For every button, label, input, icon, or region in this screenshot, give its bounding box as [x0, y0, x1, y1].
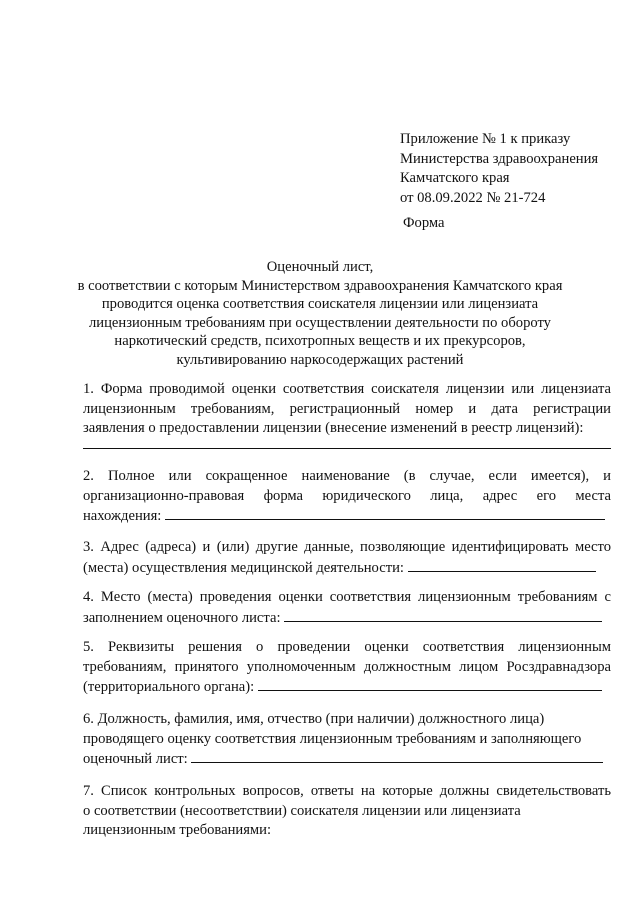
section-text: 7. Список контрольных вопросов, ответы на которые должны свидетельствовать [83, 783, 611, 799]
answer-line[interactable] [83, 448, 611, 449]
answer-line[interactable] [165, 506, 605, 520]
section-text: оценочный лист: [83, 751, 188, 768]
section-text: о соответствии (несоответствии) соискателя лицензии или лицензиата [83, 802, 521, 819]
section-text: заявления о предоставлении лицензии (внесение изменений в реестр лицензий): [83, 420, 584, 437]
section-text: требованиям, принятого уполномоченным должностным лицом Росздравнадзора [83, 658, 611, 675]
document-title [60, 258, 580, 370]
section-row [83, 506, 611, 527]
appendix-line: Камчатского края [400, 170, 510, 186]
section-text: 2. Полное или сокращенное наименование (в случае, если имеется), и [83, 468, 611, 484]
section-text: 6. Должность, фамилия, имя, отчество (при наличии) должностного лица) [83, 711, 545, 727]
title-line: Оценочный лист, [266, 259, 374, 275]
answer-line[interactable] [258, 677, 602, 691]
section-text: лицензионным требованиям, регистрационный номер и дата регистрации [83, 400, 611, 417]
section-text: 5. Реквизиты решения о проведении оценки соответствия лицензионным [83, 639, 611, 655]
title-line: культивированию наркосодержащих растений [176, 351, 464, 368]
section-row [83, 558, 611, 579]
appendix-line: Министерства здравоохранения [400, 150, 599, 167]
appendix-line: от 08.09.2022 № 21-724 [400, 189, 546, 206]
section-text: проводящего оценку соответствия лицензионным требованиям и заполняющего [83, 730, 582, 747]
appendix-header [400, 130, 630, 208]
section-row [83, 608, 611, 629]
section-text: 3. Адрес (адреса) и (или) другие данные, позволяющие идентифицировать место [83, 539, 611, 555]
section-6 [83, 710, 611, 770]
section-row [83, 677, 611, 698]
answer-line[interactable] [191, 749, 603, 763]
section-3 [83, 538, 611, 578]
section-1 [83, 380, 611, 449]
section-2 [83, 467, 611, 527]
section-text: нахождения: [83, 508, 162, 525]
section-7 [83, 782, 611, 841]
form-label: Форма [403, 215, 445, 231]
title-line: в соответствии с которым Министерством здравоохранения Камчатского края [77, 277, 563, 294]
title-line: лицензионным требованиям при осуществлении деятельности по обороту [89, 314, 551, 331]
section-row [83, 749, 611, 770]
section-text: (территориального органа): [83, 679, 255, 696]
appendix-line: Приложение № 1 к приказу [400, 131, 571, 147]
title-line: наркотический средств, психотропных веществ и их прекурсоров, [114, 333, 526, 350]
answer-line[interactable] [408, 558, 596, 572]
answer-line[interactable] [284, 608, 602, 622]
section-4 [83, 588, 611, 628]
section-text: (места) осуществления медицинской деятельности: [83, 559, 404, 576]
section-text: 1. Форма проводимой оценки соответствия соискателя лицензии или лицензиата [83, 381, 611, 397]
section-5 [83, 638, 611, 698]
section-text: 4. Место (места) проведения оценки соответствия лицензионным требованиям с [83, 589, 611, 605]
title-line: проводится оценка соответствия соискателя лицензии или лицензиата [101, 296, 539, 313]
section-text: лицензионным требованиями: [83, 822, 272, 839]
section-text: заполнением оценочного листа: [83, 609, 281, 626]
section-text: организационно-правовая форма юридического лица, адрес его места [83, 487, 611, 504]
